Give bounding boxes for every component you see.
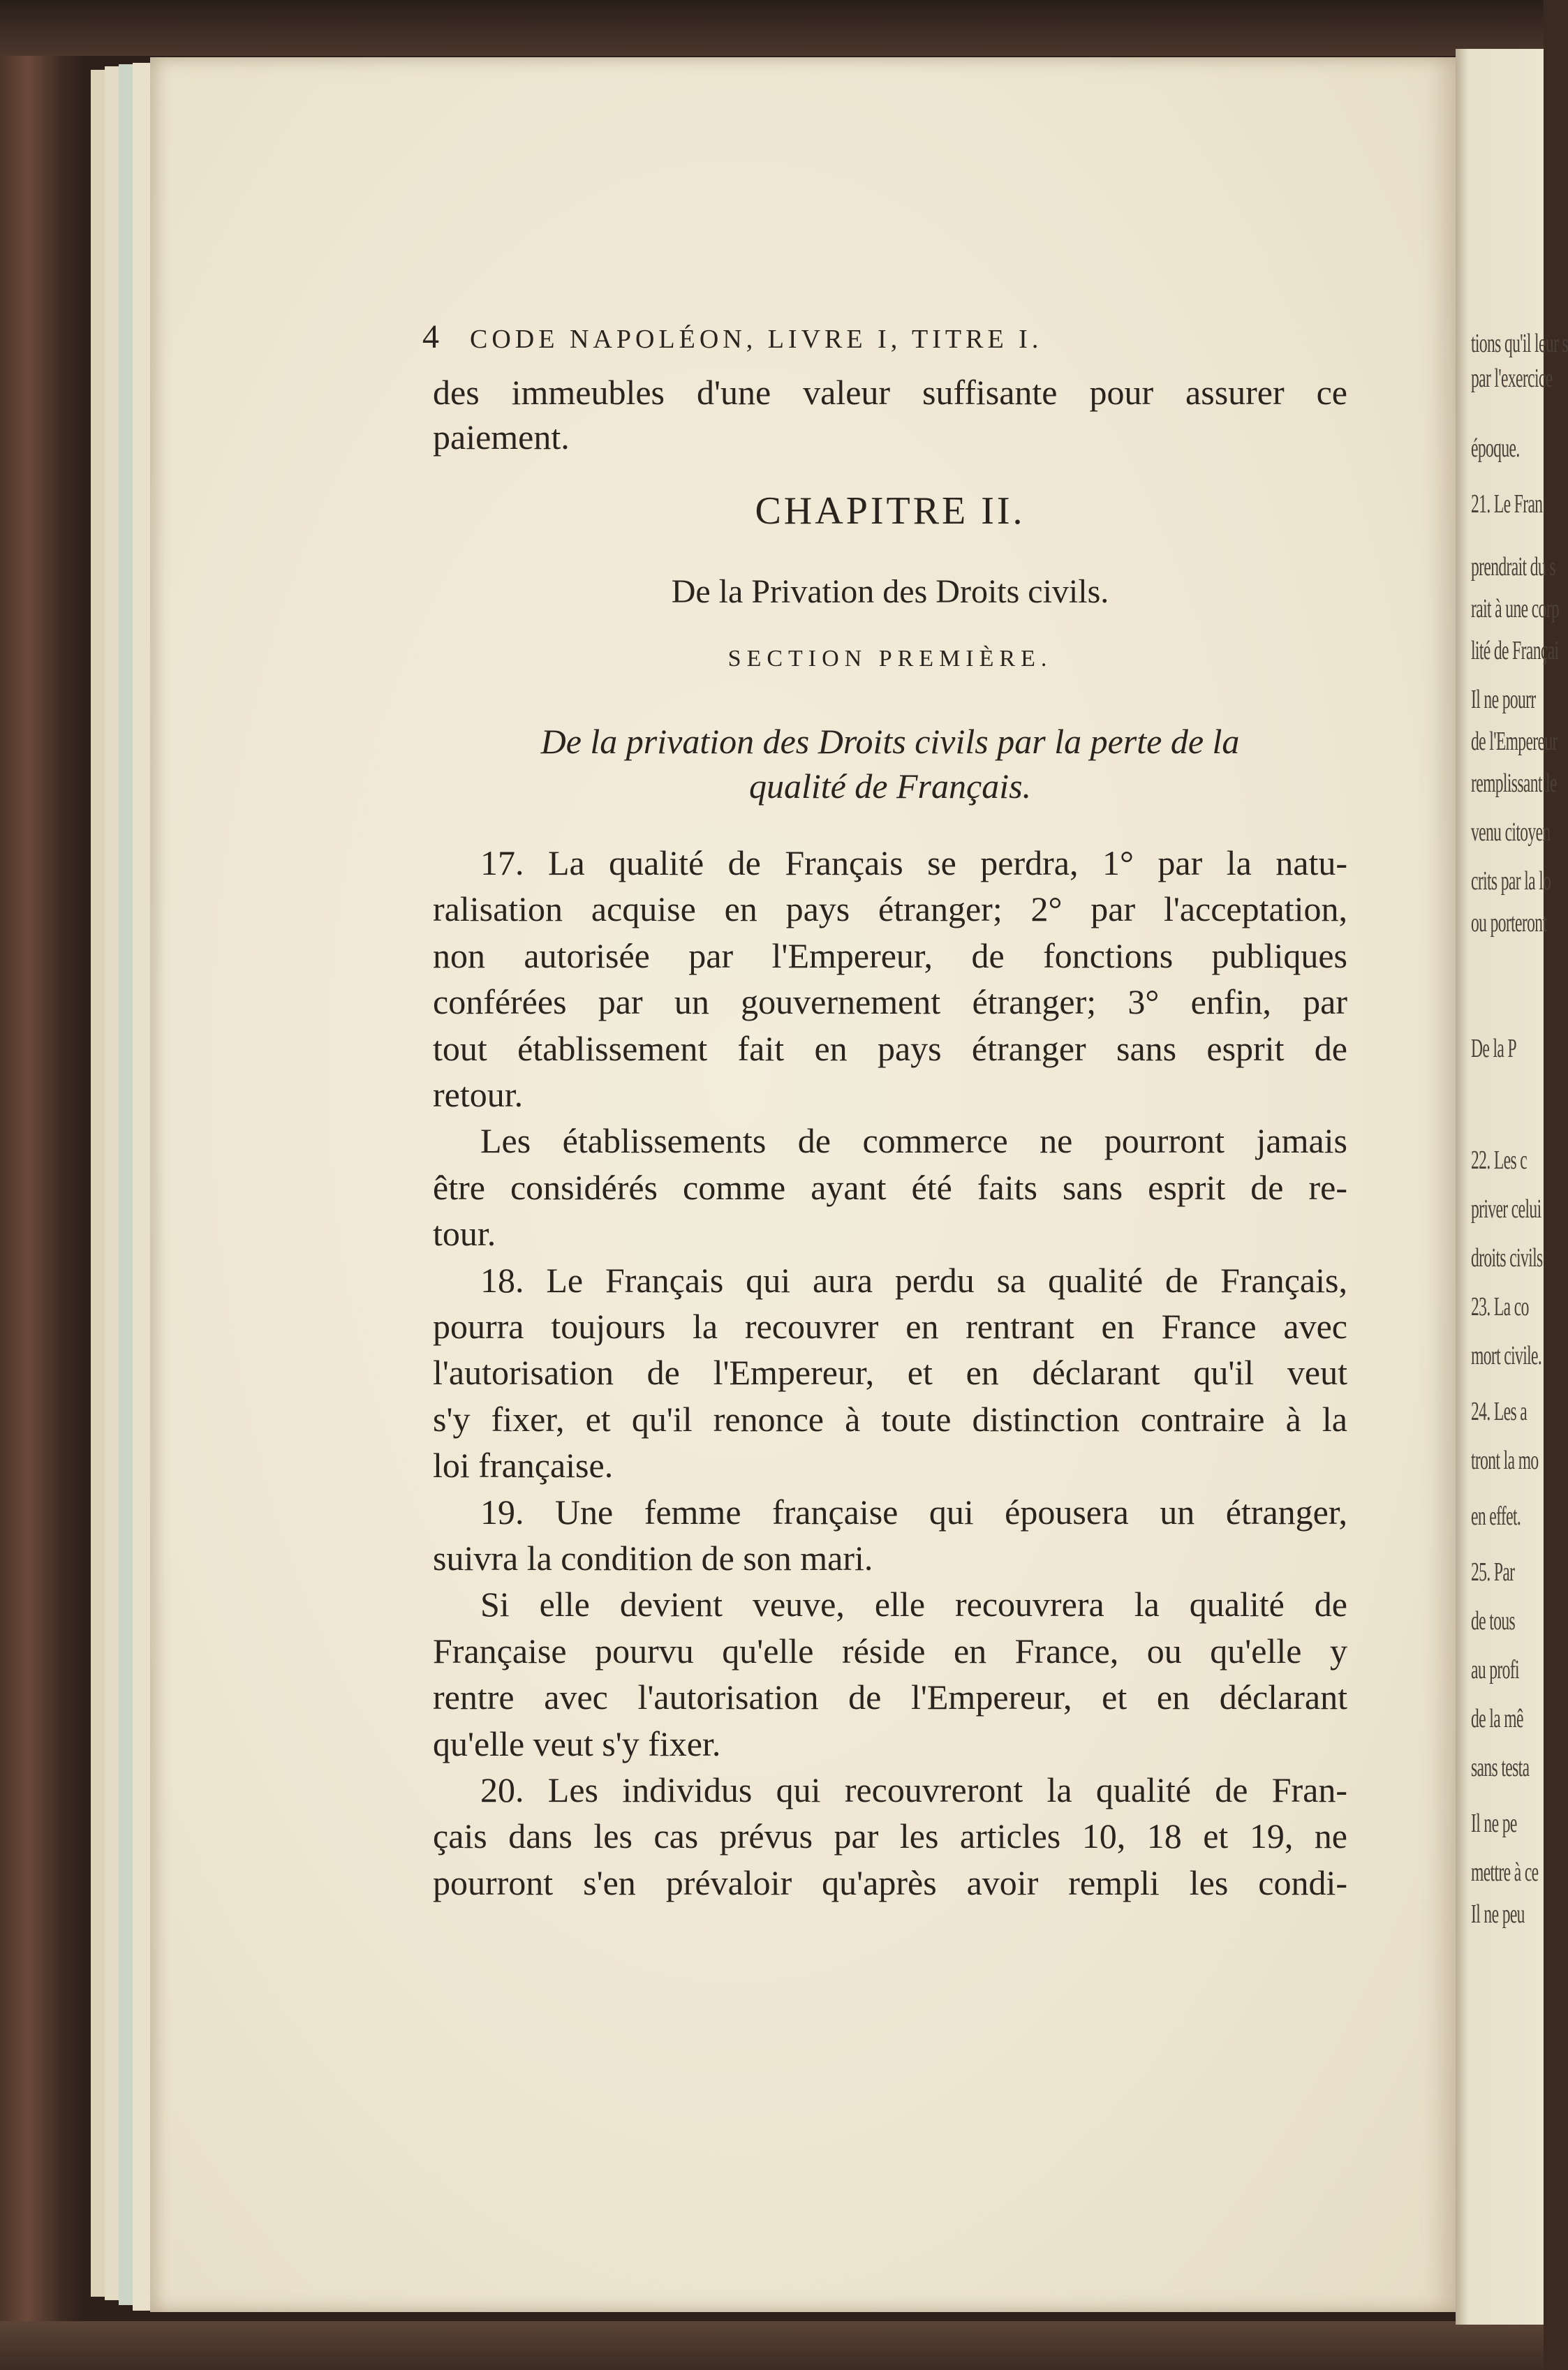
facing-page-text-fragment: sans testa [1471,1753,1530,1782]
facing-page-text-fragment: priver celui [1471,1194,1541,1224]
facing-page-text-fragment: venu citoyen [1471,817,1551,847]
facing-page-text-fragment: en effet. [1471,1502,1521,1531]
facing-page-text-fragment: 22. Les c [1471,1146,1528,1175]
facing-page-text-fragment: prendrait du s [1471,552,1555,582]
text-line: Si elle devient veuve, elle recouvrera la qualité de [480,1585,1347,1624]
running-head [422,318,1351,356]
cover-bottom-edge [0,2321,1544,2370]
facing-page-text-fragment: De la P [1471,1034,1517,1063]
facing-page-text-fragment: par l'exercice [1471,364,1553,393]
facing-page-text-fragment: de tous [1471,1606,1516,1636]
text-line: 17. La qualité de Français se perdra, 1° par la natu- [480,843,1347,882]
facing-page-text-fragment: crits par la lo [1471,866,1551,896]
text-line: qu'elle veut s'y fixer. [433,1724,721,1763]
text-line: paiement. [433,417,570,457]
facing-page-text-fragment: tions qu'il leur s [1471,329,1568,358]
text-line: çais dans les cas prévus par les articles 10, 18 et 19, ne [433,1816,1347,1856]
facing-page-text-fragment: rait à une corp [1471,594,1560,623]
page-number: 4 [422,318,439,355]
text-line: s'y fixer, et qu'il renonce à toute distinction contraire à la [433,1399,1347,1439]
text-line: pourront s'en prévaloir qu'après avoir rempli les condi- [433,1862,1347,1902]
text-line: retour. [433,1075,524,1114]
text-line: 20. Les individus qui recouvreront la qualité de Fran- [480,1770,1347,1809]
facing-page-text-fragment: ou porteront [1471,908,1547,938]
text-line: non autorisée par l'Empereur, de fonctions publiques [433,935,1347,975]
chapter-title: CHAPITRE II. [755,489,1026,533]
text-line: conférées par un gouvernement étranger; 3° enfin, par [433,982,1347,1022]
text-line: loi française. [433,1446,614,1486]
facing-page-text-fragment: de la mê [1471,1704,1523,1733]
facing-page-text-fragment: 23. La co [1471,1292,1529,1321]
text-line: rentre avec l'autorisation de l'Empereur, et en déclarant [433,1677,1347,1717]
facing-page-text-fragment: de l'Empereur [1471,727,1558,756]
text-line: l'autorisation de l'Empereur, et en déclarant qu'il veut [433,1353,1347,1393]
text-line: pourra toujours la recouvrer en rentrant en France avec [433,1307,1347,1346]
facing-page-text-fragment: Il ne peu [1471,1899,1525,1929]
text-line: suivra la condition de son mari. [433,1539,873,1578]
text-line: être considérés comme ayant été faits sans esprit de re- [433,1167,1347,1207]
text-line: Les établissements de commerce ne pourront jamais [480,1121,1347,1161]
facing-page-text-fragment: lité de Françai [1471,636,1559,665]
section-title: SECTION PREMIÈRE. [727,646,1053,672]
facing-page-text-fragment: droits civils [1471,1243,1543,1273]
cover-top-edge [0,0,1544,56]
section-heading-line: qualité de Français. [748,766,1032,806]
facing-page-text-fragment: Il ne pourr [1471,685,1536,714]
running-head-title: CODE NAPOLÉON, LIVRE I, TITRE I. [470,325,1043,354]
chapter-subtitle: De la Privation des Droits civils. [671,573,1109,610]
facing-page-text-fragment: 21. Le Fran [1471,489,1543,519]
facing-page-text-fragment: 24. Les a [1471,1397,1528,1426]
text-line: 19. Une femme française qui épousera un étranger, [480,1492,1347,1532]
text-line: tout établissement fait en pays étranger sans esprit de [433,1028,1347,1068]
facing-page-edge [1456,49,1568,2325]
facing-page-text-fragment: remplissant le [1471,769,1557,798]
facing-page-text-fragment: tront la mo [1471,1446,1539,1475]
facing-page-text-fragment: époque. [1471,434,1520,463]
text-line: ralisation acquise en pays étranger; 2° par l'acceptation, [433,889,1347,929]
section-heading-line: De la privation des Droits civils par la perte de la [540,722,1240,761]
text-line: 18. Le Français qui aura perdu sa qualité de Français, [480,1260,1347,1300]
facing-page-text-fragment: mettre à ce [1471,1858,1539,1887]
facing-page-text-fragment: 25. Par [1471,1557,1515,1587]
facing-page-text-fragment: Il ne pe [1471,1809,1517,1838]
text-line: Française pourvu qu'elle réside en France, ou qu'elle y [433,1631,1347,1671]
facing-page-text-fragment: au profi [1471,1655,1519,1684]
text-line: des immeubles d'une valeur suffisante pour assurer ce [433,373,1347,412]
text-line: tour. [433,1214,496,1254]
facing-page-text-fragment: mort civile. [1471,1341,1542,1370]
